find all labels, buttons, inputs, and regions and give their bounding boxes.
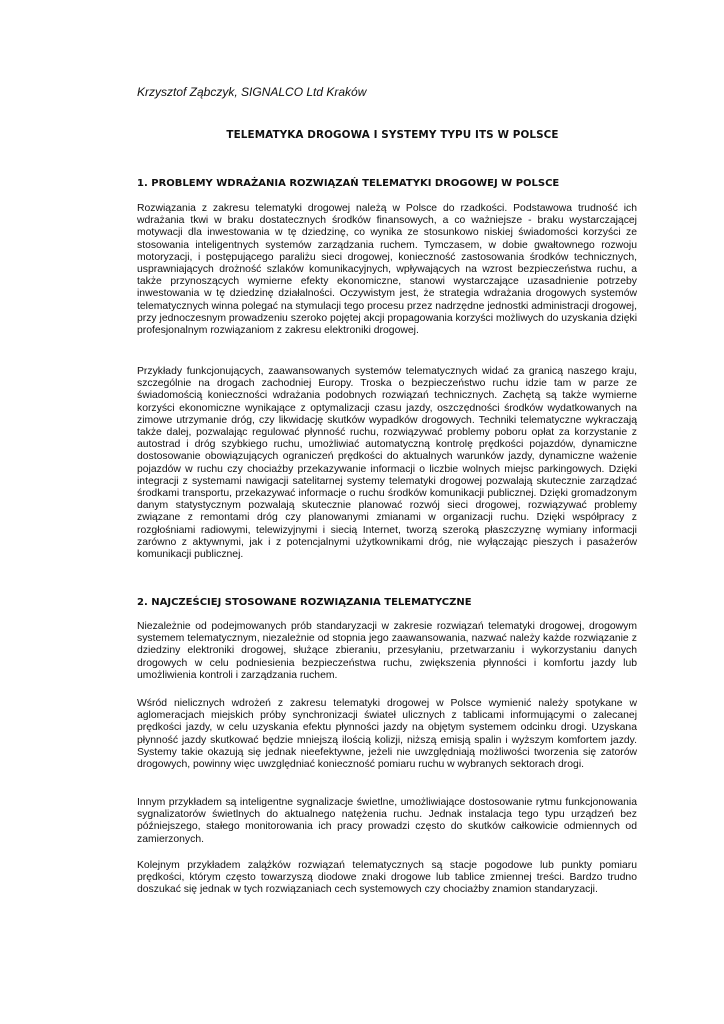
- document-title: TELEMATYKA DROGOWA I SYSTEMY TYPU ITS W POLSCE: [226, 129, 559, 141]
- section-1-paragraph-2: Przykłady funkcjonujących, zaawansowanych systemów telematycznych widać za granicą naszego kraju, szczególnie na drogach zachodniej Europy. Troska o bezpieczeństwo ruchu idzie tam w parze ze świadomością konieczności wdrażania podobnych rozwiązań technicznych. Zachętą są także wymierne korzyści ekonomiczne wynikające z optymalizacji czasu jazdy, oszczędności środków wydatkowanych na zimowe utrzymanie dróg, czy likwidację skutków wypadków drogowych. Techniki telematyczne wykraczają także dalej, pozwalając regulować płynność ruchu, rozwiązywać problemy poboru opłat za korzystanie z autostrad i dróg szybkiego ruchu, umożliwiać automatyczną kontrolę prędkości pojazdów, dynamiczne dostosowanie obowiązujących ograniczeń prędkości do aktualnych warunków jazdy, dynamiczne ważenie pojazdów w ruchu czy chociażby przekazywanie informacji o liczbie wolnych miejsc parkingowych. Dzięki integracji z systemami nawigacji satelitarnej systemy telematyki drogowej pozwalają skutecznie zarządzać środkami transportu, przekazywać informacje o ruchu środków komunikacji publicznej. Dzięki gromadzonym danym statystycznym pozwalają skutecznie planować rozwój sieci drogowej, rozwiązywać problemy związane z remontami dróg czy planowanymi zmianami w organizacji ruchu. Dzięki współpracy z rozgłośniami radiowymi, telewizyjnymi i siecią Internet, tworzą szeroką płaszczyznę wymiany informacji zarówno z aktywnymi, jak i z potencjalnymi użytkownikami dróg, nie wyłączając pieszych i pasażerów komunikacji publicznej.: [137, 366, 637, 561]
- section-2-paragraph-1: Niezależnie od podejmowanych prób standaryzacji w zakresie rozwiązań telematyki drogowej, drogowym systemem telematycznym, niezależnie od stopnia jego zaawansowania, nazwać należy każde rozwiązanie z dziedziny elektroniki drogowej, służące zbieraniu, przesyłaniu, przetwarzaniu i wykorzystaniu danych drogowych w celu podniesienia bezpieczeństwa ruchu, zwiększenia płynności i komfortu jazdy lub umożliwienia kontroli i zarządzania ruchem.: [137, 621, 637, 681]
- section-1-heading: 1. PROBLEMY WDRAŻANIA ROZWIĄZAŃ TELEMATYKI DROGOWEJ W POLSCE: [137, 178, 560, 189]
- author-line: Krzysztof Ząbczyk, SIGNALCO Ltd Kraków: [137, 85, 367, 99]
- section-1-paragraph-1: Rozwiązania z zakresu telematyki drogowej należą w Polsce do rzadkości. Podstawowa trudność ich wdrażania tkwi w braku dostatecznych środków finansowych, a co ważniejsze - braku wystarczającej motywacji dla inwestowania w tę dziedzinę, co wynika ze stosunkowo niskiej świadomości korzyści ze stosowania inteligentnych systemów zarządzania ruchem. Tymczasem, w dobie gwałtownego rozwoju motoryzacji, i postępującego paraliżu sieci drogowej, konieczność zastosowania środków technicznych, usprawniających drożność szlaków komunikacyjnych, wpływających na wzrost bezpieczeństwa ruchu, a także przynoszących wymierne efekty ekonomiczne, stanowi wystarczające uzasadnienie potrzeby inwestowania w tę dziedzinę działalności. Oczywistym jest, że strategia wdrażania drogowych systemów telematycznych winna polegać na stymulacji tego procesu przez nadrzędne jednostki administracji drogowej, przy jednoczesnym prowadzeniu szeroko pojętej akcji propagowania korzyści możliwych do uzyskania dzięki profesjonalnym rozwiązaniom z zakresu elektroniki drogowej.: [137, 203, 637, 337]
- section-2-paragraph-4: Kolejnym przykładem zalążków rozwiązań telematycznych są stacje pogodowe lub punkty pomiaru prędkości, którym często towarzyszą diodowe znaki drogowe lub tablice zmiennej treści. Bardzo trudno doszukać się jednak w tych rozwiązaniach cech systemowych czy chociażby znamion standaryzacji.: [137, 860, 637, 896]
- section-2-paragraph-2: Wśród nielicznych wdrożeń z zakresu telematyki drogowej w Polsce wymienić należy spotykane w aglomeracjach miejskich próby synchronizacji świateł ulicznych z tablicami informującymi o zalecanej prędkości jazdy, w celu uzyskania efektu płynności jazdy na objętym systemem odcinku drogi. Uzyskana płynność jazdy skutkować będzie mniejszą ilością kolizji, niższą emisją spalin i wyższym komfortem jazdy. Systemy takie okazują się jednak nieefektywne, jeżeli nie uwzględniają możliwości tworzenia się zatorów drogowych, powinny więc uwzględniać konieczność pomiaru ruchu w wybranych sektorach drogi.: [137, 698, 637, 771]
- section-2-paragraph-3: Innym przykładem są inteligentne sygnalizacje świetlne, umożliwiające dostosowanie rytmu funkcjonowania sygnalizatorów świetlnych do aktualnego natężenia ruchu. Jednak instalacja tego typu urządzeń bez późniejszego, stałego monitorowania ich pracy prowadzi często do skutków całkowicie odmiennych od zamierzonych.: [137, 797, 637, 845]
- section-2-heading: 2. NAJCZEŚCIEJ STOSOWANE ROZWIĄZANIA TELEMATYCZNE: [137, 597, 472, 608]
